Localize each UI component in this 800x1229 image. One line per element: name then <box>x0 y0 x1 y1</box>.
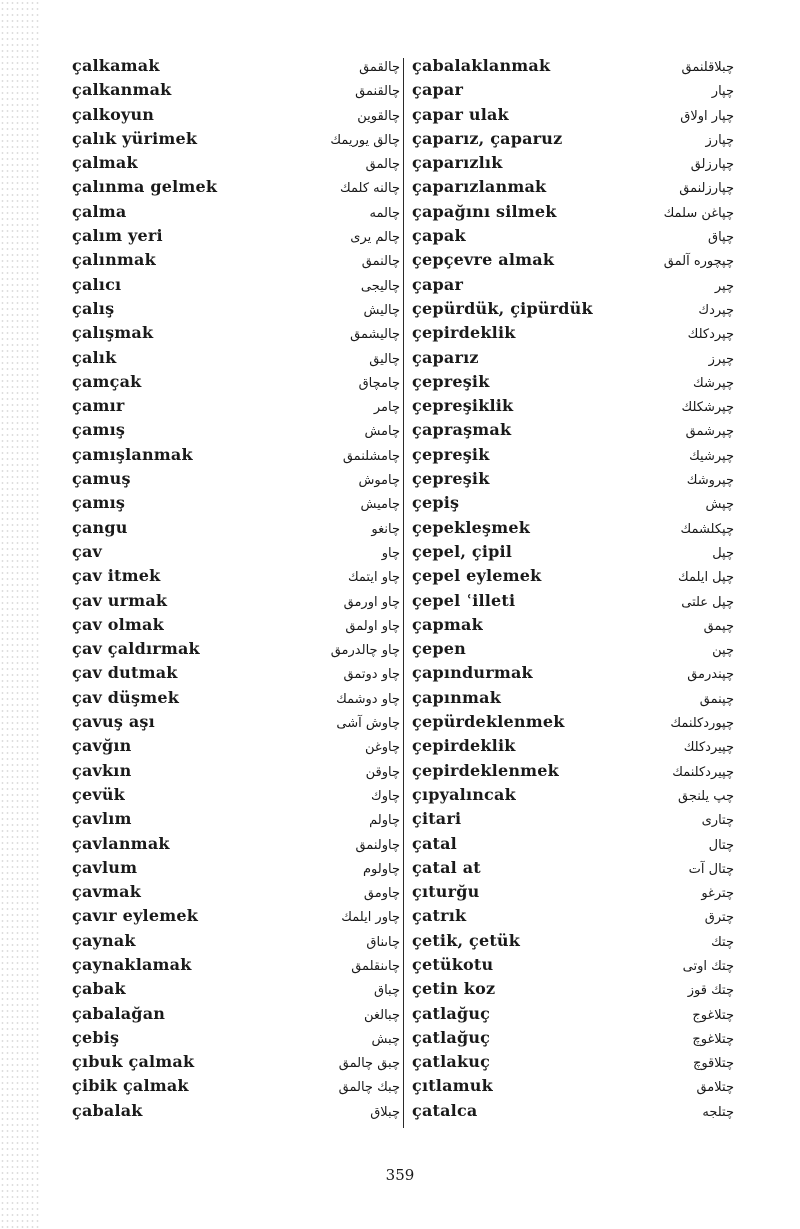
entry-arabic: چامش <box>364 424 400 440</box>
entry-arabic: چاولم <box>369 813 400 829</box>
entry-arabic: چتك اوتى <box>682 958 734 974</box>
entry-arabic: چامچاق <box>358 375 400 391</box>
dictionary-entry <box>72 372 400 396</box>
entry-latin: çatal <box>412 833 457 853</box>
entry-latin: çaynaklamak <box>72 954 192 974</box>
entry-latin: çav çaldırmak <box>72 639 200 659</box>
entry-latin: çepekleşmek <box>412 517 531 537</box>
dictionary-entry <box>72 834 400 858</box>
entry-latin: çepürdük, çipürdük <box>412 298 593 318</box>
entry-latin: çaparızlık <box>412 153 503 173</box>
entry-latin: çapar <box>412 80 464 100</box>
entry-latin: çamış <box>72 420 126 440</box>
entry-latin: çepreşik <box>412 444 490 464</box>
entry-arabic: چتلاغوج <box>692 1007 734 1023</box>
entry-arabic: چاو دوتمق <box>343 667 400 683</box>
entry-latin: çabalak <box>72 1100 143 1120</box>
entry-latin: çalınma gelmek <box>72 177 218 197</box>
entry-latin: çamış <box>72 493 126 513</box>
entry-latin: çapraşmak <box>412 420 512 440</box>
dictionary-entry <box>412 202 734 226</box>
dictionary-entry <box>72 1004 400 1028</box>
entry-arabic: چتلجه <box>702 1104 734 1120</box>
dictionary-entry <box>412 931 734 955</box>
dictionary-entry <box>72 1101 400 1125</box>
dictionary-entry <box>412 105 734 129</box>
entry-arabic: چترغو <box>701 886 734 902</box>
dictionary-entry <box>412 615 734 639</box>
entry-arabic: چپندرمق <box>687 667 734 683</box>
entry-arabic: چاوقن <box>365 764 400 780</box>
entry-latin: çepirdeklik <box>412 736 516 756</box>
entry-arabic: چالمق <box>365 157 400 173</box>
dictionary-entry <box>72 177 400 201</box>
entry-arabic: چتال <box>708 837 734 853</box>
entry-latin: çalışmak <box>72 323 154 343</box>
entry-latin: çibik çalmak <box>72 1076 189 1096</box>
entry-latin: çetükotu <box>412 954 494 974</box>
entry-arabic: چترق <box>704 910 734 926</box>
dictionary-entry <box>72 445 400 469</box>
dictionary-entry <box>412 348 734 372</box>
entry-latin: çepen <box>412 639 466 659</box>
dictionary-entry <box>412 518 734 542</box>
entry-latin: çav düşmek <box>72 687 179 707</box>
entry-latin: çepreşiklik <box>412 396 514 416</box>
entry-arabic: چاومق <box>363 886 400 902</box>
dictionary-entry <box>72 906 400 930</box>
dictionary-entry <box>72 202 400 226</box>
dictionary-entry <box>412 955 734 979</box>
dictionary-entry <box>412 445 734 469</box>
entry-latin: çıpyalıncak <box>412 784 516 804</box>
dictionary-entry <box>412 858 734 882</box>
entry-latin: çapındurmak <box>412 663 533 683</box>
entry-latin: çıbuk çalmak <box>72 1052 195 1072</box>
entry-arabic: چاو اورمق <box>343 594 400 610</box>
entry-latin: çamçak <box>72 371 142 391</box>
dictionary-entry <box>72 712 400 736</box>
entry-arabic: چاليجى <box>360 278 400 294</box>
entry-latin: çabak <box>72 979 126 999</box>
entry-latin: çabalağan <box>72 1003 166 1023</box>
entry-latin: çepel, çipil <box>412 541 513 561</box>
entry-arabic: چپروشك <box>686 473 734 489</box>
entry-arabic: چبالغن <box>363 1007 400 1023</box>
dictionary-entry <box>412 761 734 785</box>
entry-latin: çepürdeklenmek <box>412 712 565 732</box>
entry-arabic: چپچوره آلمق <box>663 254 734 270</box>
entry-arabic: چامر <box>373 400 400 416</box>
entry-latin: çalış <box>72 298 115 318</box>
entry-latin: çatlakuç <box>412 1052 491 1072</box>
entry-arabic: چاو دوشمك <box>336 691 400 707</box>
entry-arabic: چپار <box>711 84 734 100</box>
dictionary-entry <box>412 834 734 858</box>
entry-arabic: چاو <box>381 545 400 561</box>
entry-latin: çaparız <box>412 347 479 367</box>
entry-arabic: چتال آت <box>688 861 734 877</box>
dictionary-entry <box>412 1004 734 1028</box>
entry-latin: çapak <box>412 226 466 246</box>
entry-latin: çav urmak <box>72 590 168 610</box>
dictionary-entry <box>412 396 734 420</box>
entry-latin: çepirdeklik <box>412 323 516 343</box>
entry-latin: çapağını silmek <box>412 201 557 221</box>
entry-arabic: چاميش <box>360 497 400 513</box>
entry-arabic: چبش <box>371 1031 400 1047</box>
entry-latin: çepreşik <box>412 371 490 391</box>
dictionary-entry <box>72 226 400 250</box>
dictionary-entry <box>72 591 400 615</box>
dictionary-entry <box>412 177 734 201</box>
entry-latin: çıturğu <box>412 882 480 902</box>
entry-latin: çabalaklanmak <box>412 56 551 75</box>
entry-latin: çalkamak <box>72 56 160 75</box>
dictionary-entry <box>412 420 734 444</box>
entry-latin: çepel eylemek <box>412 566 542 586</box>
entry-arabic: چپرشيك <box>689 448 734 464</box>
dictionary-entry <box>72 639 400 663</box>
entry-arabic: چتك قوز <box>687 983 734 999</box>
dictionary-entry <box>72 931 400 955</box>
dictionary-entry <box>72 1076 400 1100</box>
dictionary-entry <box>72 615 400 639</box>
entry-arabic: چتلاقوچ <box>692 1056 734 1072</box>
dictionary-entry <box>72 493 400 517</box>
entry-arabic: چبلاقلنمق <box>681 60 734 75</box>
entry-arabic: چپل ايلمك <box>678 570 734 586</box>
entry-arabic: چاولوم <box>362 861 400 877</box>
entry-arabic: چاىناق <box>366 934 400 950</box>
dictionary-entry <box>412 299 734 323</box>
entry-arabic: چالنه كلمك <box>340 181 400 197</box>
dictionary-entry <box>412 1052 734 1076</box>
entry-arabic: چاوش آشى <box>336 716 400 732</box>
entry-latin: çalmak <box>72 153 138 173</box>
dictionary-entry <box>72 275 400 299</box>
entry-arabic: چپوردكلنمك <box>670 716 734 732</box>
dictionary-entry <box>412 129 734 153</box>
entry-latin: çangu <box>72 517 128 537</box>
entry-arabic: چپرشكلك <box>681 400 734 416</box>
entry-arabic: چپمق <box>703 618 734 634</box>
entry-latin: çıtlamuk <box>412 1076 493 1096</box>
entry-arabic: چاموش <box>358 473 400 489</box>
entry-latin: çetik, çetük <box>412 930 521 950</box>
entry-arabic: چبق چالمق <box>338 1056 400 1072</box>
dictionary-entry <box>72 663 400 687</box>
entry-arabic: چپردكلك <box>687 327 734 343</box>
dictionary-entry <box>412 663 734 687</box>
dictionary-entry <box>412 906 734 930</box>
entry-latin: çapar ulak <box>412 104 509 124</box>
entry-arabic: چاو ايتمك <box>347 570 400 586</box>
entry-latin: çalık yürimek <box>72 128 198 148</box>
entry-arabic: چاو اولمق <box>345 618 400 634</box>
entry-latin: çapar <box>412 274 464 294</box>
dictionary-entry <box>72 518 400 542</box>
dictionary-entry <box>72 1052 400 1076</box>
entry-latin: çatrık <box>412 906 467 926</box>
entry-arabic: چپاغن سلمك <box>663 205 734 221</box>
dictionary-entry <box>412 591 734 615</box>
entry-arabic: چالنمق <box>361 254 400 270</box>
entry-arabic: چاوغن <box>365 740 400 756</box>
entry-arabic: چانغو <box>371 521 400 537</box>
entry-latin: çevük <box>72 784 125 804</box>
scan-edge-noise <box>0 0 40 1229</box>
entry-arabic: چتلاغوچ <box>692 1031 734 1047</box>
column-divider <box>403 58 404 1128</box>
dictionary-entry <box>72 396 400 420</box>
entry-arabic: چبلاق <box>370 1104 400 1120</box>
dictionary-entry <box>72 761 400 785</box>
dictionary-entry <box>72 858 400 882</box>
entry-arabic: چپارزلق <box>690 157 734 173</box>
dictionary-entry <box>72 153 400 177</box>
dictionary-entry <box>72 809 400 833</box>
entry-latin: çalınmak <box>72 250 156 270</box>
entry-latin: çavğın <box>72 736 132 756</box>
entry-arabic: چالقنمق <box>355 84 400 100</box>
dictionary-entry <box>412 542 734 566</box>
entry-latin: çavkın <box>72 760 132 780</box>
dictionary-entry <box>412 736 734 760</box>
dictionary-entry <box>412 469 734 493</box>
dictionary-entry <box>72 469 400 493</box>
dictionary-entry <box>412 785 734 809</box>
entry-arabic: چپ يلنجق <box>677 788 734 804</box>
entry-latin: çav olmak <box>72 614 164 634</box>
entry-latin: çamışlanmak <box>72 444 193 464</box>
dictionary-entry <box>412 56 734 80</box>
entry-arabic: چپيردكلك <box>683 740 734 756</box>
entry-latin: çatalca <box>412 1100 478 1120</box>
dictionary-entry <box>412 275 734 299</box>
dictionary-entry <box>412 882 734 906</box>
entry-latin: çav itmek <box>72 566 161 586</box>
entry-arabic: چپردك <box>698 302 734 318</box>
dictionary-entry <box>72 882 400 906</box>
page-number: 359 <box>385 1166 415 1184</box>
dictionary-entry <box>72 323 400 347</box>
dictionary-entry <box>72 80 400 104</box>
dictionary-entry <box>72 979 400 1003</box>
dictionary-entry <box>72 955 400 979</box>
entry-arabic: چتلامق <box>696 1080 734 1096</box>
entry-latin: çavmak <box>72 882 141 902</box>
entry-latin: çaparız, çaparuz <box>412 128 563 148</box>
dictionary-entry <box>72 736 400 760</box>
entry-latin: çepel ʿilleti <box>412 590 516 610</box>
dictionary-entry <box>412 712 734 736</box>
entry-latin: çetin koz <box>412 979 496 999</box>
entry-latin: çaparızlanmak <box>412 177 547 197</box>
entry-latin: çavır eylemek <box>72 906 199 926</box>
dictionary-entry <box>412 639 734 663</box>
dictionary-entry <box>412 1076 734 1100</box>
entry-arabic: چتارى <box>701 813 734 829</box>
entry-latin: çavuş aşı <box>72 712 155 732</box>
entry-arabic: چبك چالمق <box>338 1080 400 1096</box>
entry-latin: çepreşik <box>412 469 490 489</box>
dictionary-entry <box>412 372 734 396</box>
dictionary-entry <box>72 56 400 80</box>
entry-arabic: چالمه <box>369 205 400 221</box>
left-column <box>72 56 400 1125</box>
entry-arabic: چاليش <box>363 302 400 318</box>
entry-latin: çalım yeri <box>72 226 163 246</box>
dictionary-entry <box>72 542 400 566</box>
dictionary-entry <box>72 688 400 712</box>
dictionary-entry <box>72 250 400 274</box>
entry-arabic: چپكلشمك <box>680 521 734 537</box>
entry-arabic: چپل علتى <box>681 594 734 610</box>
entry-arabic: چپار اولاق <box>680 108 734 124</box>
entry-arabic: چپرشك <box>693 375 734 391</box>
entry-arabic: چاوك <box>371 788 400 804</box>
entry-arabic: چپنمق <box>699 691 734 707</box>
dictionary-entry <box>412 1101 734 1125</box>
entry-arabic: چباق <box>373 983 400 999</box>
entry-latin: çebiş <box>72 1027 120 1047</box>
entry-arabic: چپارز <box>705 132 734 148</box>
dictionary-entry <box>412 1028 734 1052</box>
entry-arabic: چپرشمق <box>685 424 734 440</box>
entry-latin: çamır <box>72 396 125 416</box>
entry-latin: çapınmak <box>412 687 501 707</box>
dictionary-entry <box>72 785 400 809</box>
entry-arabic: چپش <box>705 497 734 513</box>
entry-latin: çatlağuç <box>412 1003 491 1023</box>
entry-latin: çalma <box>72 201 127 221</box>
dictionary-entry <box>412 250 734 274</box>
dictionary-entry <box>412 979 734 1003</box>
entry-latin: çapmak <box>412 614 483 634</box>
entry-latin: çepiş <box>412 493 460 513</box>
entry-latin: çepçevre almak <box>412 250 555 270</box>
dictionary-entry <box>72 1028 400 1052</box>
entry-arabic: چاولنمق <box>355 837 400 853</box>
dictionary-entry <box>72 566 400 590</box>
dictionary-entry <box>412 226 734 250</box>
entry-latin: çavlanmak <box>72 833 170 853</box>
entry-latin: çavlum <box>72 857 138 877</box>
dictionary-entry <box>412 323 734 347</box>
entry-latin: çalıcı <box>72 274 122 294</box>
dictionary-entry <box>72 420 400 444</box>
entry-arabic: چپاق <box>707 230 734 246</box>
entry-latin: çalkanmak <box>72 80 172 100</box>
entry-arabic: چپيردكلنمك <box>672 764 734 780</box>
entry-latin: çatal at <box>412 857 481 877</box>
entry-latin: çav <box>72 541 103 561</box>
entry-latin: çitari <box>412 809 462 829</box>
entry-latin: çamuş <box>72 469 131 489</box>
entry-arabic: چپارزلنمق <box>679 181 734 197</box>
dictionary-entry <box>412 80 734 104</box>
entry-arabic: چپن <box>712 643 734 659</box>
entry-latin: çepirdeklenmek <box>412 760 559 780</box>
dictionary-entry <box>72 105 400 129</box>
entry-arabic: چپرز <box>708 351 734 367</box>
dictionary-entry <box>412 566 734 590</box>
dictionary-entry <box>72 299 400 323</box>
dictionary-entry <box>72 348 400 372</box>
entry-latin: çalkoyun <box>72 104 155 124</box>
entry-latin: çatlağuç <box>412 1027 491 1047</box>
entry-latin: çav dutmak <box>72 663 178 683</box>
entry-arabic: چالم يرى <box>350 230 400 246</box>
entry-arabic: چاو چالدرمق <box>330 643 400 659</box>
entry-arabic: چامشلنمق <box>342 448 400 464</box>
dictionary-entry <box>412 809 734 833</box>
dictionary-entry <box>72 129 400 153</box>
entry-arabic: چاليشمق <box>350 327 400 343</box>
entry-arabic: چالقوين <box>357 108 400 124</box>
entry-arabic: چالقمق <box>359 60 400 75</box>
dictionary-entry <box>412 153 734 177</box>
entry-latin: çalık <box>72 347 117 367</box>
dictionary-entry <box>412 688 734 712</box>
entry-latin: çaynak <box>72 930 136 950</box>
entry-arabic: چالق يوريمك <box>330 132 400 148</box>
entry-arabic: چاليق <box>369 351 400 367</box>
dictionary-entry <box>412 493 734 517</box>
entry-arabic: چاىنقلمق <box>351 958 400 974</box>
right-column <box>412 56 734 1125</box>
entry-arabic: چپل <box>712 545 734 561</box>
entry-latin: çavlım <box>72 809 132 829</box>
entry-arabic: چاور ايلمك <box>341 910 400 926</box>
entry-arabic: چپر <box>714 278 734 294</box>
entry-arabic: چتك <box>711 934 734 950</box>
